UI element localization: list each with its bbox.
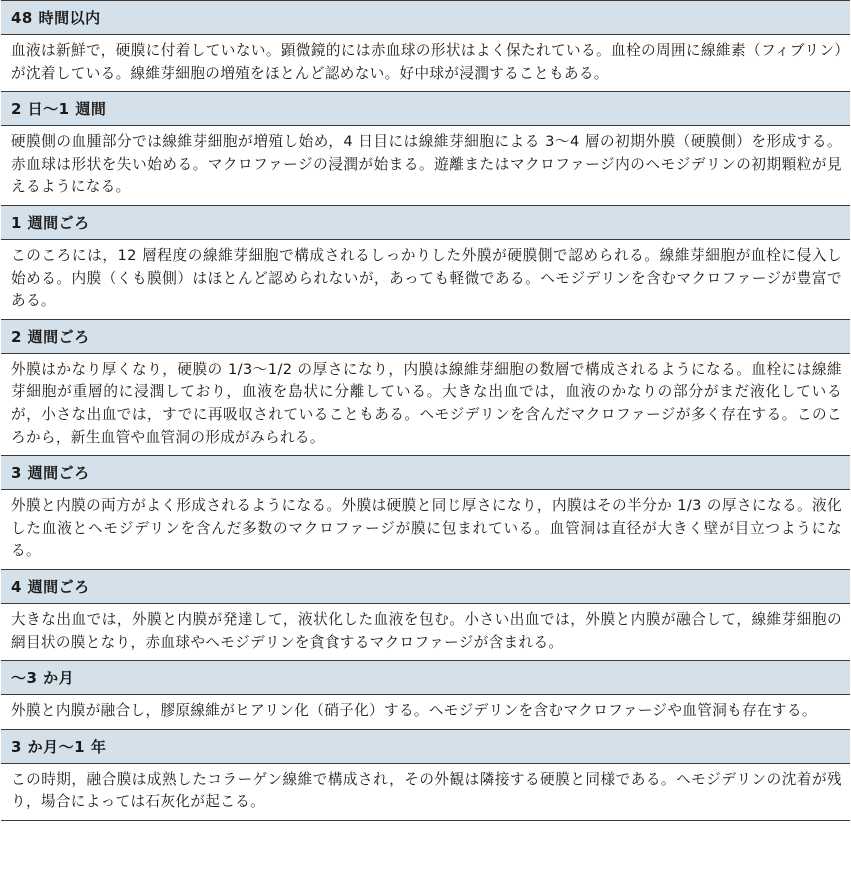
stage-description-2w: 外膜はかなり厚くなり，硬膜の 1/3〜1/2 の厚さになり，内膜は線維芽細胞の数層で構成されるようになる。血栓には線維芽細胞が重層的に浸潤しており，血液を島状に分離している。大きな出血では，血液のかなりの部分がまだ液化しているが，小さな出血では，すでに再吸収されていることもある。ヘモジデリンを含んだマクロファージが多く存在する。このころから，新生血管や血管洞の形成がみられる。 (1, 354, 850, 456)
stage-header-2w (1, 320, 850, 354)
stage-header-3m (1, 661, 850, 695)
stage-description-3m-1y: この時期，融合膜は成熟したコラーゲン線維で構成され，その外観は隣接する硬膜と同様である。ヘモジデリンの沈着が残り，場合によっては石灰化が起こる。 (1, 764, 850, 821)
stage-description-3w: 外膜と内膜の両方がよく形成されるようになる。外膜は硬膜と同じ厚さになり，内膜はその半分か 1/3 の厚さになる。液化した血液とヘモジデリンを含んだ多数のマクロファージが膜に包まれている。血管洞は直径が大きく壁が目立つようになる。 (1, 490, 850, 570)
stage-label: 3 週間ごろ (11, 464, 90, 483)
stage-label: 48 時間以内 (11, 9, 101, 27)
stage-header-3m-1y (1, 730, 850, 764)
hematoma-stage-table (1, 0, 850, 821)
stage-description-48h: 血液は新鮮で，硬膜に付着していない。顕微鏡的には赤血球の形状はよく保たれている。血栓の周囲に線維素（フィブリン）が沈着している。線維芽細胞の増殖をほとんど認めない。好中球が浸潤することもある。 (1, 35, 850, 92)
stage-header-2d-1w (1, 92, 850, 126)
stage-description-3m: 外膜と内膜が融合し，膠原線維がヒアリン化（硝子化）する。ヘモジデリンを含むマクロファージや血管洞も存在する。 (1, 695, 850, 730)
stage-label: 2 週間ごろ (11, 327, 90, 346)
stage-label: 〜3 か月 (11, 669, 75, 688)
stage-description-1w: このころには，12 層程度の線維芽細胞で構成されるしっかりした外膜が硬膜側で認められる。線維芽細胞が血栓に侵入し始める。内膜（くも膜側）はほとんど認められないが，あっても軽微である。ヘモジデリンを含むマクロファージが豊富である。 (1, 240, 850, 320)
stage-description-2d-1w: 硬膜側の血腫部分では線維芽細胞が増殖し始め，4 日目には線維芽細胞による 3〜4 層の初期外膜（硬膜側）を形成する。赤血球は形状を失い始める。マクロファージの浸潤が始まる。遊離またはマクロファージ内のヘモジデリンの初期顆粒が見えるようになる。 (1, 126, 850, 206)
stage-header-1w (1, 206, 850, 240)
stage-description-4w: 大きな出血では，外膜と内膜が発達して，液状化した血液を包む。小さい出血では，外膜と内膜が融合して，線維芽細胞の網目状の膜となり，赤血球やヘモジデリンを貪食するマクロファージが含まれる。 (1, 604, 850, 661)
stage-header-4w (1, 570, 850, 604)
stage-header-48h (1, 1, 850, 35)
stage-label: 2 日〜1 週間 (11, 100, 107, 119)
stage-label: 4 週間ごろ (11, 577, 90, 596)
stage-header-3w (1, 456, 850, 490)
stage-label: 3 か月〜1 年 (11, 737, 107, 756)
stage-label: 1 週間ごろ (11, 213, 90, 232)
